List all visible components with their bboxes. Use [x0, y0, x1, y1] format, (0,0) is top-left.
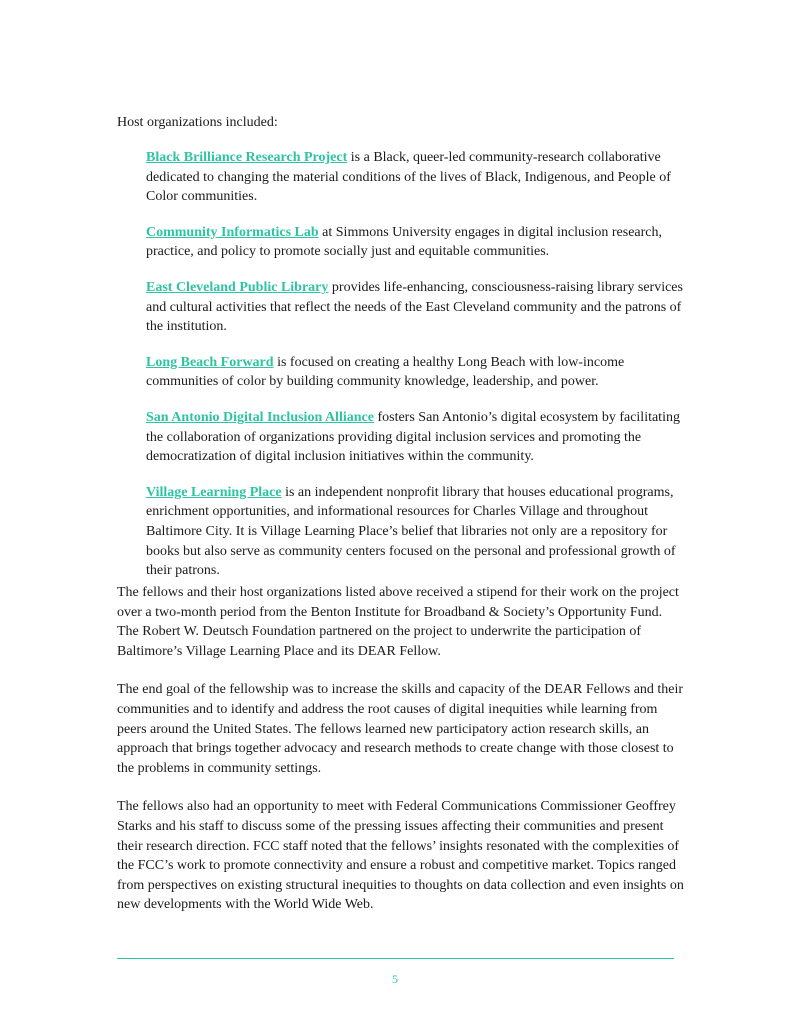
org-description: is a Black, queer-led community-research collaborative dedicated to changing the material conditions of the lives of Black, Indigenous, and People of Color communities.: [146, 150, 671, 205]
org-entry: [146, 483, 686, 581]
org-link[interactable]: Village Learning Place: [146, 484, 282, 500]
org-description: is an independent nonprofit library that houses educational programs, enrichment opportunities, and informational resources for Charles Village and throughout Baltimore City. It is Village Learning Place’s belief that libraries not only are a repository for books but also serve as community centers focused on the personal and professional growth of their patrons.: [146, 484, 676, 579]
org-link[interactable]: Black Brilliance Research Project: [146, 150, 348, 165]
org-link[interactable]: San Antonio Digital Inclusion Alliance: [146, 409, 374, 425]
org-entry: [146, 353, 686, 392]
org-description: provides life-enhancing, consciousness-raising library services and cultural activities that reflect the needs of the East Cleveland community and the patrons of the institution.: [146, 279, 683, 335]
paragraph-stipend: The fellows and their host organizations listed above received a stipend for their work on the project over a two-month period from the Benton Institute for Broadband & Society’s Opportunity Fund. The Robert W. Deutsch Foundation partnered on the project to underwrite the participation of Baltimore’s Village Learning Place and its DEAR Fellow.: [117, 585, 679, 659]
org-link[interactable]: Community Informatics Lab: [146, 224, 319, 240]
org-description: is focused on creating a healthy Long Beach with low-income communities of color by building community knowledge, leadership, and power.: [146, 354, 625, 390]
org-description: at Simmons University engages in digital inclusion research, practice, and policy to promote socially just and equitable communities.: [146, 224, 662, 260]
intro-text: Host organizations included:: [117, 115, 278, 130]
org-link[interactable]: Long Beach Forward: [146, 354, 274, 370]
org-entry: [146, 148, 686, 207]
org-entry: [146, 223, 686, 262]
body-paragraphs: [117, 583, 687, 934]
org-entry: [146, 408, 686, 467]
org-link[interactable]: East Cleveland Public Library: [146, 279, 329, 295]
page-number: 5: [392, 972, 398, 986]
paragraph-fcc-meeting: The fellows also had an opportunity to meet with Federal Communications Commissioner Geoffrey Starks and his staff to discuss some of the pressing issues affecting their communities and present their research direction. FCC staff noted that the fellows’ insights resonated with the complexities of the FCC’s work to promote connectivity and ensure a robust and competitive market. Topics ranged from perspectives on existing structural inequities to thoughts on data collection and even insights on new developments with the World Wide Web.: [117, 799, 684, 913]
host-organizations-list: [146, 148, 686, 597]
org-description: fosters San Antonio’s digital ecosystem by facilitating the collaboration of organizations providing digital inclusion services and promoting the democratization of digital inclusion initiatives within the community.: [146, 409, 680, 465]
org-entry: [146, 278, 686, 337]
paragraph-end-goal: The end goal of the fellowship was to increase the skills and capacity of the DEAR Fellows and their communities and to identify and address the root causes of digital inequities while learning from peers around the United States. The fellows learned new participatory action research skills, an approach that brings together advocacy and research methods to create change with those closest to the problems in community settings.: [117, 682, 684, 776]
footer-rule: [117, 958, 674, 959]
